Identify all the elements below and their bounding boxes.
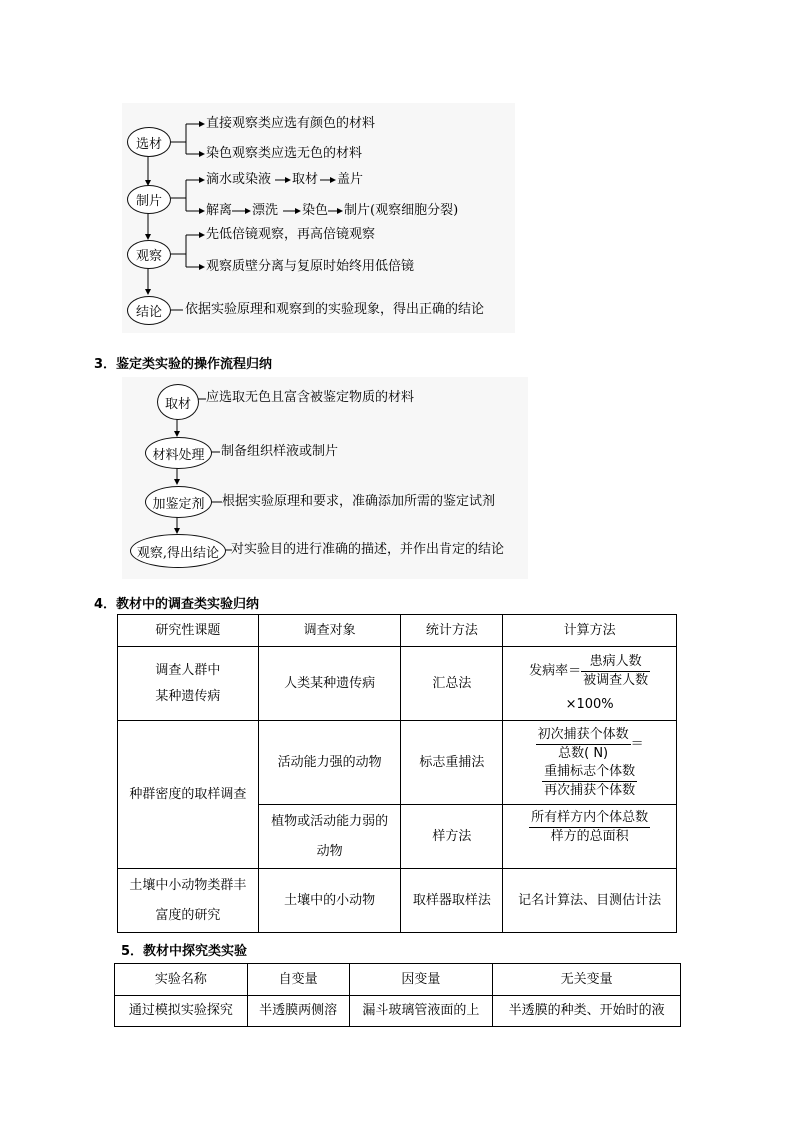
table-row — [118, 869, 677, 933]
table-cell: 标志重捕法 — [401, 721, 503, 805]
cell-line: 调查人群中 — [155, 662, 221, 678]
table-header-cell: 调查对象 — [258, 615, 401, 647]
flow2-node-take — [157, 384, 199, 420]
fraction — [581, 653, 650, 690]
table-cell: 记名计算法、目测估计法 — [503, 869, 677, 933]
survey-table — [117, 614, 677, 933]
formula-prefix: 发病率＝ — [529, 663, 582, 679]
table-cell — [258, 805, 401, 869]
table-header-cell: 因变量 — [349, 964, 493, 996]
node-label: 取材 — [164, 396, 191, 412]
table-cell — [503, 647, 677, 721]
node-label: 制片 — [135, 194, 162, 209]
flow2-node-process — [145, 437, 212, 469]
flow1-branch-text: 观察质壁分离与复原时始终用低倍镜 — [206, 259, 415, 274]
flow2-node-reagent — [145, 486, 212, 518]
section4-heading: 4．教材中的调查类实验归纳 — [94, 597, 260, 612]
table-cell: 活动能力强的动物 — [258, 721, 401, 805]
fraction-denominator: 再次捕获个体数 — [544, 782, 636, 798]
table-cell: 半透膜的种类、开始时的液 — [493, 996, 681, 1027]
fraction-denominator: 总数( N) — [558, 745, 609, 761]
node-label: 结论 — [135, 305, 162, 320]
table-cell — [503, 721, 677, 805]
table-cell: 汇总法 — [401, 647, 503, 721]
table-cell: 漏斗玻璃管液面的上 — [349, 996, 493, 1027]
flow1-branch-text: 滴水或染液 — [206, 172, 272, 187]
table-header-cell: 无关变量 — [493, 964, 681, 996]
flow2-desc: 应选取无色且富含被鉴定物质的材料 — [206, 390, 415, 405]
cell-line: 土壤中小动物类群丰 — [129, 877, 247, 893]
table-cell: 样方法 — [401, 805, 503, 869]
flow1-branch-text: 染色 — [302, 203, 329, 218]
table-cell: 种群密度的取样调查 — [118, 721, 259, 869]
flow1-branch-text: 染色观察类应选无色的材料 — [206, 146, 363, 161]
table-cell: 半透膜两侧溶 — [247, 996, 349, 1027]
explore-table — [114, 963, 681, 1027]
table-cell: 取样器取样法 — [401, 869, 503, 933]
table-row — [115, 996, 681, 1027]
fraction-numerator: 初次捕获个体数 — [536, 726, 631, 745]
table-header-cell: 计算方法 — [503, 615, 677, 647]
node-label: 观察 — [135, 249, 162, 264]
flow1-branch-text: 先低倍镜观察，再高倍镜观察 — [206, 227, 376, 242]
table-header-row — [115, 964, 681, 996]
node-label: 材料处理 — [152, 447, 205, 463]
flow1-branch-text: 依据实验原理和观察到的实验现象，得出正确的结论 — [185, 302, 485, 317]
table-header-row — [118, 615, 677, 647]
table-header-cell: 研究性课题 — [118, 615, 259, 647]
table-header-cell: 实验名称 — [115, 964, 248, 996]
fraction — [542, 763, 637, 800]
fraction-denominator: 样方的总面积 — [550, 829, 629, 844]
cell-line: 植物或活动能力弱的 — [271, 813, 389, 829]
formula-equals: ＝ — [630, 736, 644, 751]
formula-suffix: ×100% — [565, 697, 614, 712]
flow1-branch-text: 取材 — [292, 172, 319, 187]
table-row — [118, 647, 677, 721]
fraction-numerator: 患病人数 — [581, 653, 650, 672]
flow2-desc: 制备组织样液或制片 — [221, 444, 339, 459]
cell-line: 富度的研究 — [155, 907, 221, 923]
node-label: 加鉴定剂 — [152, 496, 205, 512]
fraction-denominator: 被调查人数 — [583, 673, 649, 688]
section3-heading: 3．鉴定类实验的操作流程归纳 — [94, 357, 273, 372]
fraction-numerator: 重捕标志个体数 — [542, 763, 637, 782]
node-label: 观察,得出结论 — [136, 545, 220, 561]
table-cell: 土壤中的小动物 — [258, 869, 401, 933]
flow2-desc: 对实验目的进行准确的描述，并作出肯定的结论 — [231, 542, 505, 557]
flow2-node-conclude — [130, 534, 226, 568]
flow1-branch-text: 制片(观察细胞分裂) — [344, 203, 459, 218]
flow1-branch-text: 解离 — [206, 203, 233, 218]
table-header-cell: 自变量 — [247, 964, 349, 996]
section5-heading: 5．教材中探究类实验 — [121, 944, 248, 959]
table-cell: 通过模拟实验探究 — [115, 996, 248, 1027]
table-cell — [118, 869, 259, 933]
fraction-numerator: 所有样方内个体总数 — [529, 809, 650, 828]
table-header-cell: 统计方法 — [401, 615, 503, 647]
table-cell: 人类某种遗传病 — [258, 647, 401, 721]
flow1-branch-text: 盖片 — [337, 172, 364, 187]
table-row — [118, 721, 677, 805]
flow1-branch-text: 漂洗 — [252, 203, 279, 218]
formula-mark-recapture-2 — [507, 763, 672, 800]
flow2-desc: 根据实验原理和要求，准确添加所需的鉴定试剂 — [222, 494, 496, 509]
cell-line: 某种遗传病 — [155, 688, 221, 704]
cell-line: 动物 — [316, 843, 343, 859]
fraction — [529, 809, 650, 846]
fraction — [536, 726, 631, 763]
table-cell — [503, 805, 677, 869]
formula-incidence — [507, 653, 672, 690]
formula-mark-recapture — [507, 726, 672, 763]
node-label: 选材 — [135, 136, 162, 152]
flow1-branch-text: 直接观察类应选有颜色的材料 — [206, 116, 376, 131]
table-cell — [118, 647, 259, 721]
